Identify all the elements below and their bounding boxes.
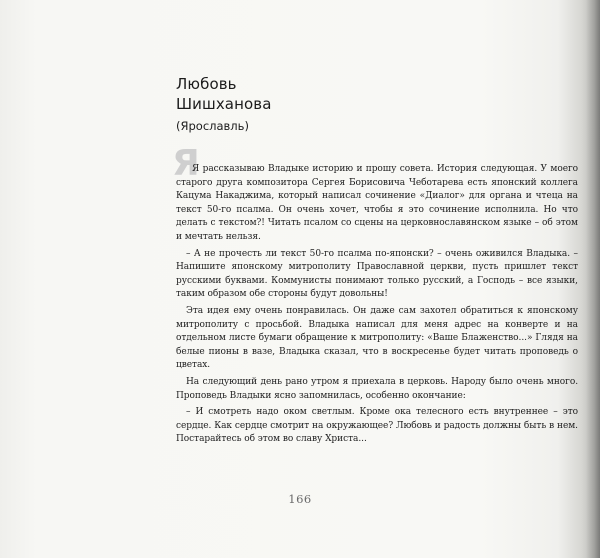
page-edge-shadow	[586, 0, 600, 558]
author-heading	[176, 74, 272, 134]
page-number: 166	[288, 492, 312, 506]
author-city: (Ярославль)	[176, 119, 249, 133]
author-first-name: Любовь	[176, 75, 237, 93]
author-last-name: Шишханова	[176, 95, 272, 113]
paragraph-4: На следующий день рано утром я приехала в церковь. Народу было очень много. Проповедь Владыки ясно запомнилась, особенно окончание:	[176, 376, 578, 401]
paragraph-2: – А не прочесть ли текст 50-го псалма по-японски? – очень оживился Владыка. – Напишите японскому митрополиту Православной церкви, пусть пришлет текст русскими буквами. Коммунисты понимают только русский, а Господь – все языки, таким образом обе стороны будут довольны!	[176, 248, 578, 300]
paragraph-3: Эта идея ему очень понравилась. Он даже сам захотел обратиться к японскому митрополиту с просьбой. Владыка написал для меня адрес на конверте и на отдельном листе бумаги обращение к митрополиту: «Ваше Блаженство...» Глядя на белые пионы в вазе, Владыка сказал, что в воскресенье будет читать проповедь о цветах.	[176, 305, 578, 371]
article-body	[176, 163, 578, 450]
drop-cap-letter: Я	[172, 143, 200, 184]
paragraph-1: Я рассказываю Владыке историю и прошу совета. История следующая. У моего старого друга композитора Сергея Борисовича Чеботарева есть японский коллега Кацума Накаджима, который написал сочинение «Диалог» для органа и чтеца на текст 50-го псалма. Он очень хочет, чтобы я это сочинение исполнила. Но что делать с текстом?! Читать псалом со сцены на церковнославянском языке – об этом и мечтать нельзя.	[176, 164, 578, 242]
paragraph-5: – И смотреть надо оком светлым. Кроме ока телесного есть внутреннее – это сердце. Как сердце смотрит на окружающее? Любовь и радость должны быть в нем. Постарайтесь об этом во славу Христа...	[176, 407, 578, 445]
